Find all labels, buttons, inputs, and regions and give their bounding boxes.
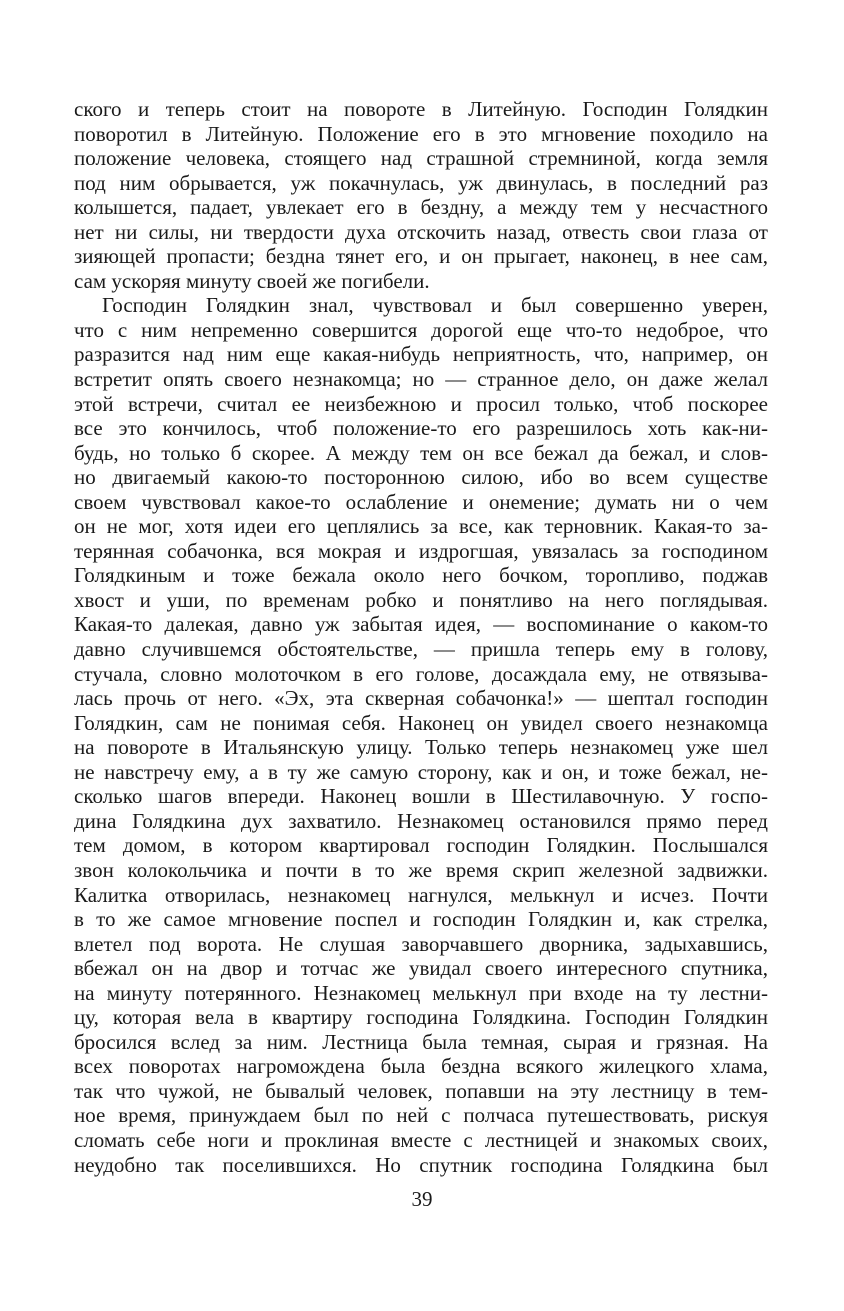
text-line: встретит опять своего незнакомца; но — странное дело, он даже желал <box>74 367 768 392</box>
text-line: что с ним непременно совершится дорогой еще что-то недоброе, что <box>74 317 768 342</box>
text-line: положение человека, стоящего над страшной стремниной, когда земля <box>74 146 768 171</box>
text-line: поворотил в Литейную. Положение его в это мгновение походило на <box>74 121 768 146</box>
text-line: вбежал он на двор и тотчас же увидал своего интересного спутника, <box>74 956 768 981</box>
text-line: будь, но только б скорее. А между тем он все бежал да бежал, и слов- <box>74 440 768 465</box>
text-line: Голядкиным и тоже бежала около него бочком, торопливо, поджав <box>74 563 768 588</box>
text-line: он не мог, хотя идеи его цеплялись за все, как терновник. Какая-то за- <box>74 514 768 539</box>
text-line: всех поворотах нагромождена была бездна всякого жилецкого хлама, <box>74 1054 768 1079</box>
text-line: колышется, падает, увлекает его в бездну, а между тем у несчастного <box>74 195 768 220</box>
text-line: тем домом, в котором квартировал господин Голядкин. Послышался <box>74 833 768 858</box>
text-line: Какая-то далекая, давно уж забытая идея, — воспоминание о каком-то <box>74 612 768 637</box>
text-line: давно случившемся обстоятельстве, — пришла теперь ему в голову, <box>74 637 768 662</box>
text-line: бросился вслед за ним. Лестница была темная, сырая и грязная. На <box>74 1029 768 1054</box>
text-line: ное время, принуждаем был по ней с полчаса путешествовать, рискуя <box>74 1103 768 1128</box>
text-line: терянная собачонка, вся мокрая и издрогшая, увязалась за господином <box>74 538 768 563</box>
text-line: звон колокольчика и почти в то же время скрип железной задвижки. <box>74 857 768 882</box>
text-line: дина Голядкина дух захватило. Незнакомец остановился прямо перед <box>74 808 768 833</box>
text-line: в то же самое мгновение поспел и господин Голядкин и, как стрелка, <box>74 907 768 932</box>
text-line: цу, которая вела в квартиру господина Голядкина. Господин Голядкин <box>74 1005 768 1030</box>
body-text <box>74 97 768 1177</box>
text-line: Господин Голядкин знал, чувствовал и был совершенно уверен, <box>102 293 768 318</box>
text-line: влетел под ворота. Не слушая заворчавшего дворника, задыхавшись, <box>74 931 768 956</box>
text-line: сломать себе ноги и проклиная вместе с лестницей и знакомых своих, <box>74 1127 768 1152</box>
text-line: нет ни силы, ни твердости духа отскочить назад, отвесть свои глаза от <box>74 219 768 244</box>
text-line: стучала, словно молоточком в его голове, досаждала ему, не отвязыва- <box>74 661 768 686</box>
text-line: так что чужой, не бывалый человек, попавши на эту лестницу в тем- <box>74 1078 768 1103</box>
text-line: сам ускоряя минуту своей же погибели. <box>74 268 430 293</box>
text-line: сколько шагов впереди. Наконец вошли в Шестилавочную. У госпо- <box>74 784 768 809</box>
text-line: неудобно так поселившихся. Но спутник господина Голядкина был <box>74 1152 768 1177</box>
text-line: зияющей пропасти; бездна тянет его, и он прыгает, наконец, в нее сам, <box>74 244 768 269</box>
text-line: не навстречу ему, а в ту же самую сторону, как и он, и тоже бежал, не- <box>74 759 768 784</box>
text-line: но двигаемый какою-то посторонною силою, ибо во всем существе <box>74 465 768 490</box>
text-line: лась прочь от него. «Эх, эта скверная собачонка!» — шептал господин <box>74 686 768 711</box>
text-line: на повороте в Итальянскую улицу. Только теперь незнакомец уже шел <box>74 735 768 760</box>
text-line: хвост и уши, по временам робко и понятливо на него поглядывая. <box>74 587 768 612</box>
text-line: под ним обрывается, уж покачнулась, уж двинулась, в последний раз <box>74 170 768 195</box>
text-line: на минуту потерянного. Незнакомец мелькнул при входе на ту лестни- <box>74 980 768 1005</box>
text-line: Калитка отворилась, незнакомец нагнулся, мелькнул и исчез. Почти <box>74 882 768 907</box>
text-line: этой встречи, считал ее неизбежною и просил только, чтоб поскорее <box>74 391 768 416</box>
text-line: Голядкин, сам не понимая себя. Наконец он увидел своего незнакомца <box>74 710 768 735</box>
text-line: все это кончилось, чтоб положение-то его разрешилось хоть как-ни- <box>74 416 768 441</box>
page-number: 39 <box>411 1187 433 1211</box>
text-line: ского и теперь стоит на повороте в Литейную. Господин Голядкин <box>74 97 768 121</box>
text-line: своем чувствовал какое-то ослабление и онемение; думать ни о чем <box>74 489 768 514</box>
text-line: разразится над ним еще какая-нибудь неприятность, что, например, он <box>74 342 768 367</box>
